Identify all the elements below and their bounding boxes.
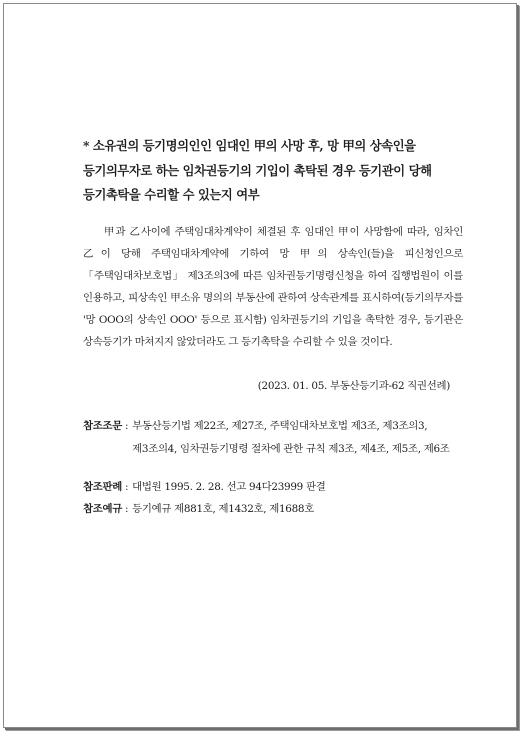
document-page bbox=[3, 3, 517, 728]
reference-rules: 참조예규 : 등기예규 제881호, 제1432호, 제1688호 bbox=[83, 498, 463, 520]
reference-value: 대법원 1995. 2. 28. 선고 94다23999 판결 bbox=[132, 481, 326, 493]
reference-precedents: 참조판례 : 대법원 1995. 2. 28. 선고 94다23999 판결 bbox=[83, 476, 463, 498]
reference-value: 부동산등기법 제22조, 제27조, 주택임대차보호법 제3조, 제3조의3, 제3조의4, 임차권등기명령 절차에 관한 규칙 제3조, 제4조, 제5조, 제6조 bbox=[132, 420, 450, 455]
reference-label: 참조조문 bbox=[83, 420, 122, 432]
source-citation: (2023. 01. 05. 부동산등기과-62 직권선례) bbox=[257, 380, 450, 392]
reference-label: 참조판례 bbox=[83, 481, 122, 493]
reference-label: 참조예규 bbox=[83, 503, 122, 515]
body-paragraph: 甲과 乙사이에 주택임대차계약이 체결된 후 임대인 甲이 사망함에 따라, 임차인 乙이 당해 주택임대차계약에 기하여 망 甲의 상속인(들)을 피신청인으로 「주택임대차보호법」 제3조의3에 따른 임차권등기명령신청을 하여 집행법원이 이를 인용하고, 피상속인 甲소유 명의의 부동산에 관하여 상속관계를 표시하여(등기의무자를 '망 OOO의 상속인 OOO' 등으로 표시함) 임차권등기의 기입을 촉탁한 경우, 등기관은 상속등기가 마쳐지지 않았더라도 그 등기촉탁을 수리할 수 있을 것이다. bbox=[83, 226, 463, 348]
reference-value: 등기예규 제881호, 제1432호, 제1688호 bbox=[132, 503, 314, 515]
reference-statutes: 참조조문 : 부동산등기법 제22조, 제27조, 주택임대차보호법 제3조, 제3조의3, 제3조의4, 임차권등기명령 절차에 관한 규칙 제3조, 제4조, 제5조, 제6조 bbox=[83, 415, 463, 461]
document-title: * 소유권의 등기명의인인 임대인 甲의 사망 후, 망 甲의 상속인을 등기의무자로 하는 임차권등기의 기입이 촉탁된 경우 등기관이 당해 등기촉탁을 수리할 수 있는지 여부 bbox=[83, 138, 432, 202]
